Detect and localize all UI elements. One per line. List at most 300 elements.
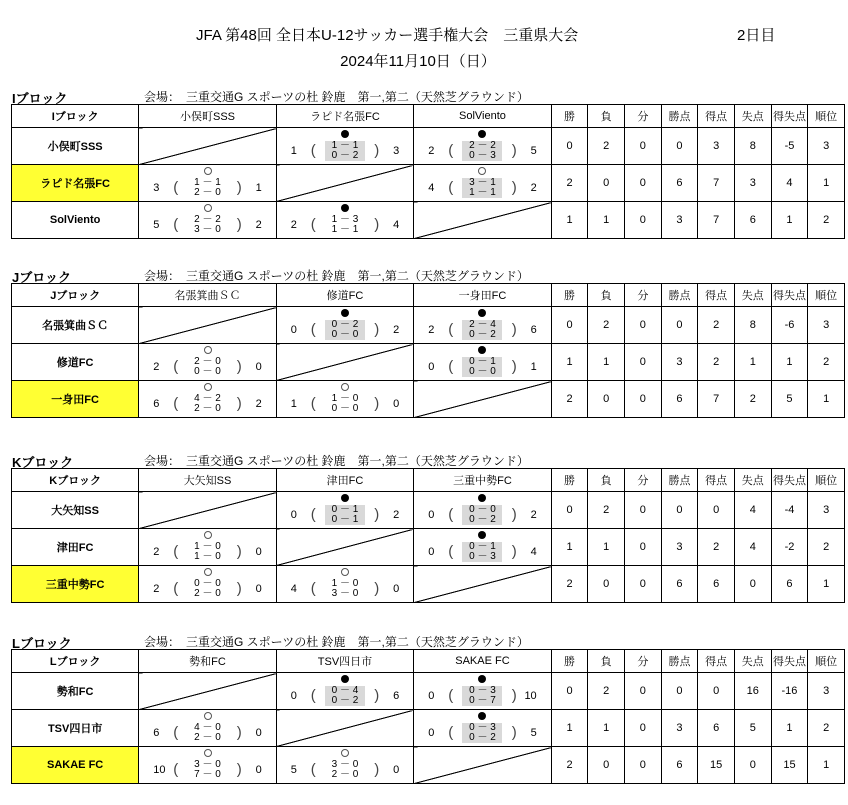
team-stat-value: 1: [808, 165, 845, 202]
close-paren: ): [236, 580, 242, 597]
goals-for: 2: [153, 361, 160, 373]
open-paren: (: [448, 506, 454, 523]
team-stat-value: 5: [734, 710, 771, 747]
second-half-score: 0 － 0: [194, 366, 221, 377]
team-stat-value: 6: [661, 566, 698, 603]
team-stat-value: 4: [734, 492, 771, 529]
team-stat-value: 0: [698, 673, 735, 710]
match-result: [276, 492, 413, 529]
team-stat-value: 1: [551, 344, 588, 381]
match-result: [414, 529, 551, 566]
block-header: [11, 452, 845, 468]
half-scores: [462, 178, 502, 198]
loss-mark-icon: [478, 309, 486, 317]
team-stat-value: -4: [771, 492, 808, 529]
league-table: [11, 649, 845, 784]
close-paren: ): [236, 179, 242, 196]
close-paren: ): [374, 506, 380, 523]
team-stat-value: 1: [551, 529, 588, 566]
stat-column-header: 勝点: [661, 105, 698, 128]
goals-against: 10: [524, 690, 537, 702]
second-half-score: 0 － 7: [469, 695, 496, 706]
stat-column-header: 得失点: [771, 469, 808, 492]
close-paren: ): [511, 321, 517, 338]
team-stat-value: -16: [771, 673, 808, 710]
close-paren: ): [511, 142, 517, 159]
team-stat-value: 2: [698, 307, 735, 344]
first-half-score: 1 － 0: [331, 393, 359, 404]
close-paren: ): [374, 687, 380, 704]
stat-column-header: 分: [625, 284, 662, 307]
goals-against: 0: [255, 546, 262, 558]
stat-column-header: 得失点: [771, 284, 808, 307]
self-match-diagonal: [414, 566, 551, 603]
team-stat-value: 3: [734, 165, 771, 202]
team-stat-value: 2: [808, 710, 845, 747]
goals-for: 0: [290, 324, 297, 336]
first-half-score: 1 － 0: [194, 541, 221, 552]
half-scores: [188, 357, 228, 377]
block-header: [11, 88, 845, 104]
tournament-date: 2024年11月10日（日）: [340, 53, 496, 70]
opponent-column-header: 三重中勢FC: [414, 469, 551, 492]
match-result: [414, 710, 551, 747]
team-stat-value: 2: [588, 492, 625, 529]
team-row: [12, 202, 845, 239]
stat-column-header: 得失点: [771, 105, 808, 128]
stat-column-header: 分: [625, 650, 662, 673]
team-stat-value: 2: [808, 344, 845, 381]
team-stat-value: 0: [625, 566, 662, 603]
team-stat-value: 0: [661, 128, 698, 165]
league-table: [11, 468, 845, 603]
first-half-score: 2 － 2: [194, 214, 221, 225]
first-half-score: 0 － 2: [331, 319, 359, 330]
close-paren: ): [374, 142, 380, 159]
stat-column-header: 分: [625, 469, 662, 492]
team-stat-value: 1: [588, 344, 625, 381]
stat-column-header: 勝点: [661, 650, 698, 673]
first-half-score: 0 － 1: [469, 356, 496, 367]
second-half-score: 0 － 2: [331, 150, 359, 161]
open-paren: (: [173, 179, 179, 196]
team-stat-value: 7: [698, 165, 735, 202]
self-match-diagonal: [139, 673, 276, 710]
opponent-column-header: SAKAE FC: [414, 650, 551, 673]
team-stat-value: 1: [808, 381, 845, 418]
half-scores: [188, 760, 228, 780]
block-corner-label: Kブロック: [12, 469, 139, 492]
loss-mark-icon: [341, 675, 349, 683]
team-row: [12, 381, 845, 418]
team-stat-value: 7: [698, 381, 735, 418]
second-half-score: 1 － 1: [469, 187, 496, 198]
goals-for: 0: [428, 509, 435, 521]
goals-for: 2: [153, 583, 160, 595]
team-stat-value: 1: [588, 529, 625, 566]
team-stat-value: 2: [808, 202, 845, 239]
team-stat-value: 6: [661, 165, 698, 202]
close-paren: ): [374, 321, 380, 338]
match-result: [139, 710, 276, 747]
goals-against: 2: [393, 324, 400, 336]
opponent-column-header: 一身田FC: [414, 284, 551, 307]
block-name: Iブロック: [12, 91, 68, 106]
second-half-score: 2 － 0: [194, 403, 221, 414]
first-half-score: 2 － 0: [194, 356, 221, 367]
team-stat-value: 6: [698, 566, 735, 603]
stat-column-header: 順位: [808, 469, 845, 492]
team-name: 小俣町SSS: [12, 128, 139, 165]
first-half-score: 1 － 0: [331, 578, 359, 589]
team-name: SAKAE FC: [12, 747, 139, 784]
stat-column-header: 失点: [734, 650, 771, 673]
team-stat-value: 3: [808, 492, 845, 529]
team-stat-value: 0: [661, 673, 698, 710]
close-paren: ): [236, 358, 242, 375]
close-paren: ): [511, 687, 517, 704]
goals-for: 3: [153, 182, 160, 194]
half-scores: [462, 723, 502, 743]
team-stat-value: 0: [698, 492, 735, 529]
team-stat-value: 2: [551, 747, 588, 784]
close-paren: ): [511, 179, 517, 196]
block-corner-label: Lブロック: [12, 650, 139, 673]
block-section: [11, 88, 845, 239]
stat-column-header: 勝点: [661, 469, 698, 492]
loss-mark-icon: [341, 309, 349, 317]
first-half-score: 0 － 1: [469, 541, 496, 552]
win-mark-icon: [204, 749, 212, 757]
loss-mark-icon: [478, 130, 486, 138]
stat-column-header: 負: [588, 105, 625, 128]
stat-column-header: 分: [625, 105, 662, 128]
stat-column-header: 勝: [551, 284, 588, 307]
half-scores: [188, 542, 228, 562]
second-half-score: 0 － 2: [469, 329, 496, 340]
half-scores: [462, 686, 502, 706]
open-paren: (: [173, 358, 179, 375]
opponent-column-header: 津田FC: [276, 469, 413, 492]
first-half-score: 0 － 3: [469, 685, 496, 696]
goals-against: 4: [393, 219, 400, 231]
first-half-score: 3 － 1: [469, 177, 496, 188]
team-stat-value: 0: [551, 492, 588, 529]
first-half-score: 4 － 2: [194, 393, 221, 404]
self-match-diagonal: [276, 529, 413, 566]
half-scores: [325, 505, 365, 525]
team-stat-value: 0: [551, 128, 588, 165]
goals-against: 4: [530, 546, 537, 558]
half-scores: [325, 215, 365, 235]
opponent-column-header: 大矢知SS: [139, 469, 276, 492]
block-name: Lブロック: [12, 636, 72, 651]
goals-against: 0: [393, 398, 400, 410]
team-name: SolViento: [12, 202, 139, 239]
goals-against: 5: [530, 145, 537, 157]
opponent-column-header: 小俣町SSS: [139, 105, 276, 128]
opponent-column-header: 修道FC: [276, 284, 413, 307]
second-half-score: 2 － 0: [194, 187, 221, 198]
stat-column-header: 得失点: [771, 650, 808, 673]
first-half-score: 2 － 4: [469, 319, 496, 330]
self-match-diagonal: [414, 747, 551, 784]
self-match-diagonal: [414, 202, 551, 239]
match-result: [139, 344, 276, 381]
half-scores: [188, 723, 228, 743]
second-half-score: 2 － 0: [194, 732, 221, 743]
team-stat-value: 6: [771, 566, 808, 603]
first-half-score: 0 － 0: [469, 504, 496, 515]
league-table: [11, 104, 845, 239]
block-venue: 会場： 三重交通G スポーツの杜 鈴鹿 第一,第二（天然芝グラウンド）: [144, 90, 529, 104]
team-stat-value: 0: [625, 673, 662, 710]
team-row: [12, 344, 845, 381]
team-stat-value: 0: [625, 344, 662, 381]
match-result: [276, 128, 413, 165]
half-scores: [462, 320, 502, 340]
goals-for: 0: [428, 361, 435, 373]
second-half-score: 0 － 0: [331, 329, 359, 340]
close-paren: ): [511, 358, 517, 375]
team-stat-value: 2: [698, 344, 735, 381]
opponent-column-header: SolViento: [414, 105, 551, 128]
goals-against: 0: [255, 361, 262, 373]
open-paren: (: [310, 687, 316, 704]
stat-column-header: 失点: [734, 469, 771, 492]
open-paren: (: [173, 580, 179, 597]
team-stat-value: 3: [808, 128, 845, 165]
half-scores: [462, 505, 502, 525]
second-half-score: 3 － 0: [331, 588, 359, 599]
goals-against: 2: [530, 182, 537, 194]
match-result: [414, 307, 551, 344]
half-scores: [188, 394, 228, 414]
block-venue: 会場： 三重交通G スポーツの杜 鈴鹿 第一,第二（天然芝グラウンド）: [144, 269, 529, 283]
loss-mark-icon: [478, 712, 486, 720]
team-stat-value: 2: [551, 165, 588, 202]
block-name: Jブロック: [12, 270, 71, 285]
goals-for: 0: [428, 727, 435, 739]
match-result: [139, 381, 276, 418]
team-stat-value: 15: [698, 747, 735, 784]
close-paren: ): [236, 395, 242, 412]
team-stat-value: 6: [734, 202, 771, 239]
team-stat-value: 0: [661, 307, 698, 344]
win-mark-icon: [478, 167, 486, 175]
team-stat-value: 0: [588, 165, 625, 202]
open-paren: (: [310, 321, 316, 338]
match-result: [414, 128, 551, 165]
tournament-date-row: [0, 50, 848, 71]
match-result: [276, 566, 413, 603]
match-result: [276, 202, 413, 239]
second-half-score: 0 － 1: [331, 514, 359, 525]
goals-against: 2: [393, 509, 400, 521]
goals-for: 0: [290, 509, 297, 521]
win-mark-icon: [204, 712, 212, 720]
team-stat-value: 6: [698, 710, 735, 747]
team-stat-value: 0: [625, 710, 662, 747]
match-result: [276, 381, 413, 418]
open-paren: (: [448, 321, 454, 338]
team-stat-value: 1: [588, 710, 625, 747]
win-mark-icon: [204, 383, 212, 391]
open-paren: (: [448, 687, 454, 704]
goals-against: 2: [255, 219, 262, 231]
open-paren: (: [310, 580, 316, 597]
team-name: 一身田FC: [12, 381, 139, 418]
goals-for: 6: [153, 727, 160, 739]
team-stat-value: 16: [734, 673, 771, 710]
second-half-score: 0 － 2: [469, 732, 496, 743]
team-stat-value: 2: [808, 529, 845, 566]
team-stat-value: 1: [771, 710, 808, 747]
match-result: [414, 673, 551, 710]
win-mark-icon: [204, 568, 212, 576]
goals-for: 5: [290, 764, 297, 776]
goals-for: 0: [428, 546, 435, 558]
team-stat-value: 3: [808, 307, 845, 344]
team-stat-value: 0: [588, 566, 625, 603]
stat-column-header: 得点: [698, 650, 735, 673]
team-stat-value: 0: [625, 307, 662, 344]
goals-against: 0: [255, 727, 262, 739]
team-row: [12, 673, 845, 710]
open-paren: (: [173, 761, 179, 778]
open-paren: (: [448, 179, 454, 196]
win-mark-icon: [341, 383, 349, 391]
team-stat-value: 6: [661, 381, 698, 418]
second-half-score: 2 － 0: [194, 588, 221, 599]
win-mark-icon: [204, 167, 212, 175]
team-name: ラピド名張FC: [12, 165, 139, 202]
stat-column-header: 得点: [698, 105, 735, 128]
goals-against: 0: [255, 583, 262, 595]
opponent-column-header: 名張箕曲ＳＣ: [139, 284, 276, 307]
open-paren: (: [310, 216, 316, 233]
loss-mark-icon: [478, 675, 486, 683]
team-row: [12, 529, 845, 566]
team-stat-value: 1: [771, 202, 808, 239]
team-stat-value: 1: [551, 202, 588, 239]
close-paren: ): [236, 724, 242, 741]
league-table: [11, 283, 845, 418]
second-half-score: 0 － 2: [331, 695, 359, 706]
block-section: [11, 267, 845, 418]
goals-against: 0: [393, 583, 400, 595]
goals-against: 0: [255, 764, 262, 776]
close-paren: ): [374, 395, 380, 412]
block-section: [11, 633, 845, 784]
team-stat-value: 3: [661, 344, 698, 381]
goals-against: 1: [530, 361, 537, 373]
goals-for: 2: [290, 219, 297, 231]
stat-column-header: 負: [588, 284, 625, 307]
open-paren: (: [448, 724, 454, 741]
team-row: [12, 710, 845, 747]
stat-column-header: 負: [588, 469, 625, 492]
team-stat-value: 6: [661, 747, 698, 784]
close-paren: ): [511, 724, 517, 741]
win-mark-icon: [204, 204, 212, 212]
second-half-score: 7 － 0: [194, 769, 221, 780]
goals-against: 1: [255, 182, 262, 194]
match-result: [276, 673, 413, 710]
stat-column-header: 得点: [698, 469, 735, 492]
match-result: [139, 566, 276, 603]
open-paren: (: [310, 395, 316, 412]
close-paren: ): [374, 216, 380, 233]
stat-column-header: 得点: [698, 284, 735, 307]
half-scores: [462, 357, 502, 377]
win-mark-icon: [341, 749, 349, 757]
stat-column-header: 勝: [551, 650, 588, 673]
loss-mark-icon: [478, 531, 486, 539]
tournament-name: JFA 第48回 全日本U-12サッカー選手権大会 三重県大会: [196, 27, 579, 44]
second-half-score: 1 － 0: [194, 551, 221, 562]
half-scores: [325, 686, 365, 706]
match-result: [139, 202, 276, 239]
team-name: 修道FC: [12, 344, 139, 381]
team-stat-value: 8: [734, 128, 771, 165]
first-half-score: 3 － 0: [331, 759, 359, 770]
second-half-score: 0 － 3: [469, 150, 496, 161]
second-half-score: 0 － 3: [469, 551, 496, 562]
open-paren: (: [173, 543, 179, 560]
match-result: [276, 307, 413, 344]
team-stat-value: 3: [698, 128, 735, 165]
second-half-score: 1 － 1: [331, 224, 359, 235]
close-paren: ): [374, 580, 380, 597]
goals-against: 6: [530, 324, 537, 336]
team-stat-value: 0: [625, 165, 662, 202]
match-result: [414, 492, 551, 529]
team-name: TSV四日市: [12, 710, 139, 747]
goals-for: 1: [290, 398, 297, 410]
stat-column-header: 勝: [551, 469, 588, 492]
block-header: [11, 633, 845, 649]
team-stat-value: 15: [771, 747, 808, 784]
second-half-score: 0 － 0: [331, 403, 359, 414]
goals-for: 1: [290, 145, 297, 157]
win-mark-icon: [204, 531, 212, 539]
team-name: 三重中勢FC: [12, 566, 139, 603]
team-stat-value: 3: [661, 529, 698, 566]
goals-for: 0: [290, 690, 297, 702]
team-stat-value: 1: [808, 566, 845, 603]
team-stat-value: 0: [625, 128, 662, 165]
team-stat-value: 4: [771, 165, 808, 202]
block-section: [11, 452, 845, 603]
block-venue: 会場： 三重交通G スポーツの杜 鈴鹿 第一,第二（天然芝グラウンド）: [144, 454, 529, 468]
team-stat-value: -5: [771, 128, 808, 165]
open-paren: (: [173, 395, 179, 412]
stat-column-header: 失点: [734, 105, 771, 128]
self-match-diagonal: [414, 381, 551, 418]
block-corner-label: Iブロック: [12, 105, 139, 128]
self-match-diagonal: [139, 307, 276, 344]
stat-column-header: 順位: [808, 284, 845, 307]
team-stat-value: 2: [588, 673, 625, 710]
match-result: [139, 529, 276, 566]
open-paren: (: [448, 358, 454, 375]
first-half-score: 0 － 4: [331, 685, 359, 696]
half-scores: [325, 320, 365, 340]
loss-mark-icon: [341, 130, 349, 138]
team-stat-value: 2: [588, 307, 625, 344]
opponent-column-header: TSV四日市: [276, 650, 413, 673]
